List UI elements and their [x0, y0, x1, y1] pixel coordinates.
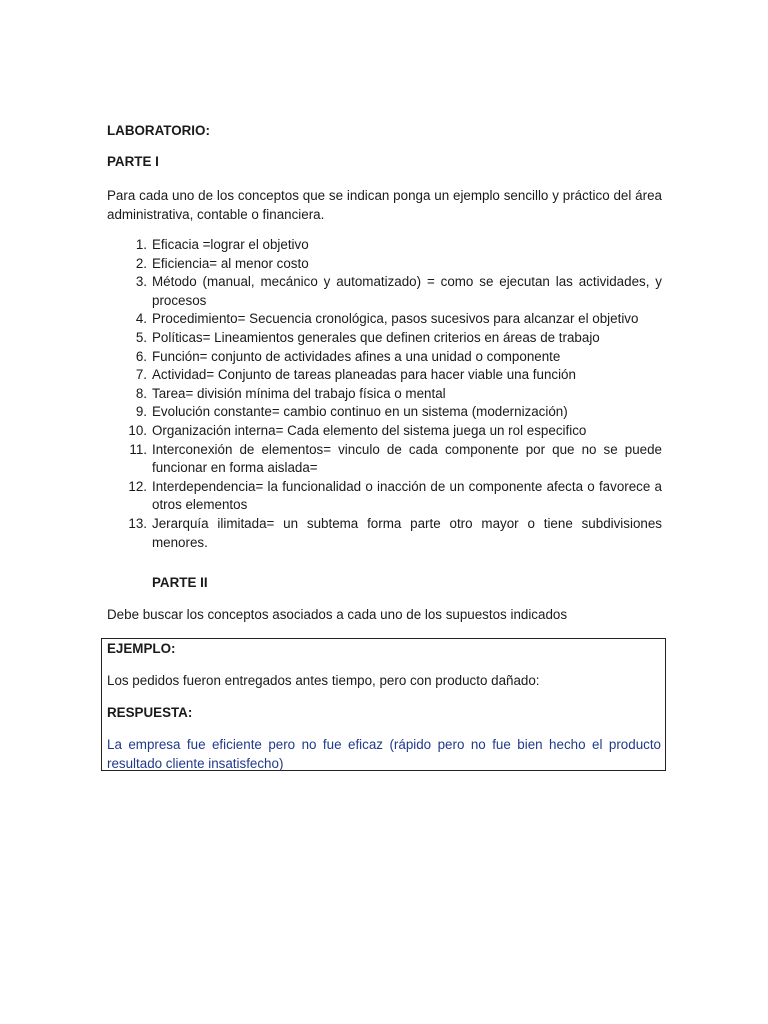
concept-text: Jerarquía ilimitada= un subtema forma parte otro mayor o tiene subdivisiones menores.: [152, 515, 662, 550]
concept-number: 5.: [135, 329, 147, 345]
concept-text: Método (manual, mecánico y automatizado) = como se ejecutan las actividades, y procesos: [152, 274, 662, 308]
concept-number: 11.: [129, 441, 147, 457]
concept-text: Eficiencia= al menor costo: [152, 255, 309, 271]
concept-item: [107, 236, 662, 255]
concept-number: 4.: [135, 311, 147, 327]
concept-item: [107, 478, 662, 515]
concept-number: 2.: [135, 255, 147, 271]
concept-number: 13.: [128, 515, 147, 531]
concept-item: [107, 515, 662, 552]
concept-text: Función= conjunto de actividades afines a una unidad o componente: [152, 348, 561, 364]
concept-list: [107, 236, 662, 552]
concept-item: [107, 348, 662, 367]
concept-item: [107, 273, 662, 310]
concept-text: Interconexión de elementos= vinculo de cada componente por que no se puede funcionar en forma aislada=: [152, 441, 662, 476]
parte1-heading: PARTE I: [107, 154, 159, 169]
parte2-intro: Debe buscar los conceptos asociados a cada uno de los supuestos indicados: [107, 607, 568, 622]
concept-item: [107, 310, 662, 329]
concept-number: 1.: [135, 237, 147, 252]
concept-text: Evolución constante= cambio continuo en un sistema (modernización): [152, 404, 568, 420]
lab-heading: LABORATORIO:: [107, 123, 210, 138]
concept-item: [107, 385, 662, 404]
concept-item: [107, 329, 662, 348]
concept-number: 7.: [135, 367, 147, 383]
parte2-heading: PARTE II: [152, 575, 208, 590]
ejemplo-label: EJEMPLO:: [107, 641, 176, 656]
concept-text: Procedimiento= Secuencia cronológica, pasos sucesivos para alcanzar el objetivo: [152, 311, 639, 327]
concept-item: [107, 403, 662, 422]
concept-text: Políticas= Lineamientos generales que definen criterios en áreas de trabajo: [152, 329, 600, 345]
concept-item: [107, 366, 662, 385]
concept-text: Tarea= división mínima del trabajo física o mental: [152, 385, 446, 401]
concept-text: Organización interna= Cada elemento del sistema juega un rol especifico: [152, 422, 587, 438]
concept-number: 3.: [135, 274, 147, 290]
concept-number: 8.: [135, 385, 147, 401]
concept-item: [107, 255, 662, 274]
respuesta-text: La empresa fue eficiente pero no fue eficaz (rápido pero no fue bien hecho el producto resultado cliente insatisfecho): [107, 737, 661, 771]
concept-item: [107, 422, 662, 441]
concept-number: 12.: [128, 478, 147, 494]
intro-paragraph: Para cada uno de los conceptos que se indican ponga un ejemplo sencillo y práctico del área administrativa, contable o financiera.: [107, 188, 662, 222]
concept-text: Interdependencia= la funcionalidad o inacción de un componente afecta o favorece a otros elementos: [152, 478, 662, 513]
respuesta-label: RESPUESTA:: [107, 705, 193, 720]
concept-text: Actividad= Conjunto de tareas planeadas para hacer viable una función: [152, 367, 576, 383]
concept-item: [107, 441, 662, 478]
concept-number: 10.: [128, 422, 147, 438]
concept-number: 9.: [135, 404, 147, 420]
concept-text: Eficacia =lograr el objetivo: [152, 237, 309, 252]
concept-number: 6.: [135, 348, 147, 364]
example-box: [101, 638, 666, 771]
ejemplo-text: Los pedidos fueron entregados antes tiempo, pero con producto dañado:: [107, 673, 540, 688]
